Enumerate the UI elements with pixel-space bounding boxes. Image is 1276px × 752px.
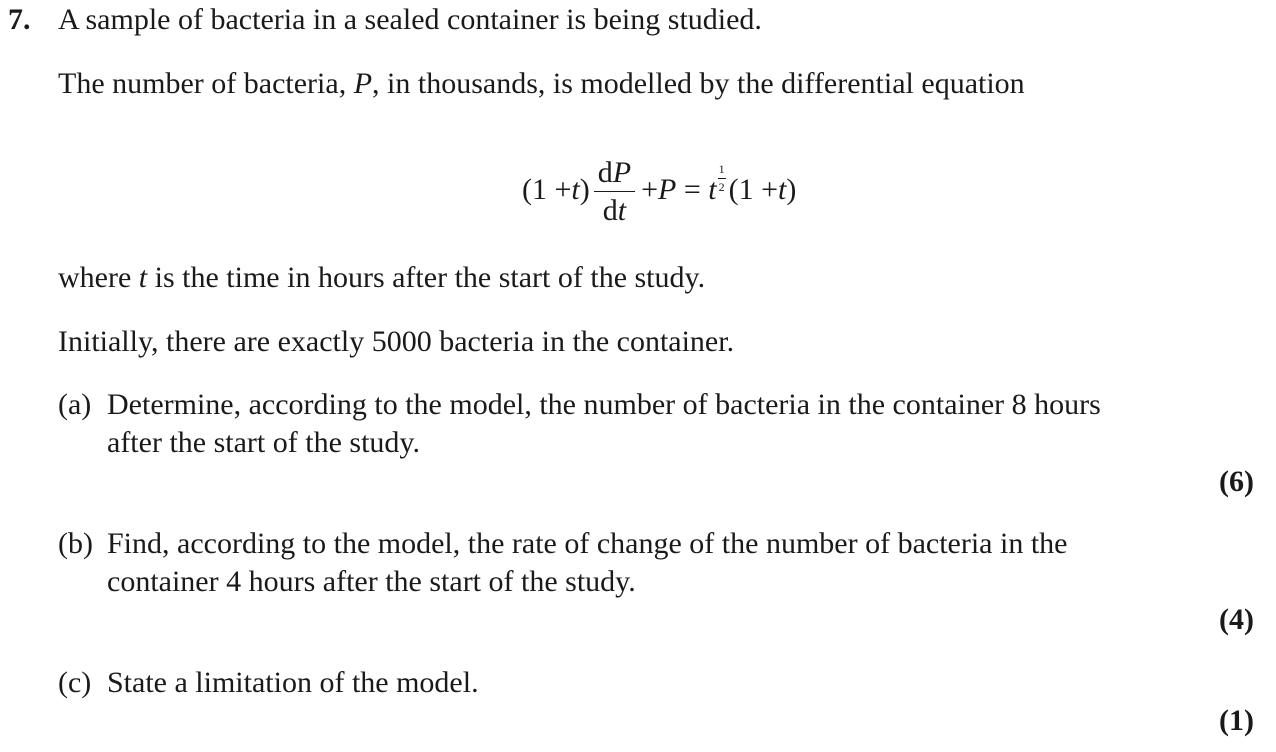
model-statement: [58, 69, 1025, 99]
exponent-numerator: 1: [718, 161, 725, 176]
part-b-label: (b): [58, 527, 93, 560]
exponent-bar: [718, 178, 726, 179]
exponent-denominator: 2: [718, 179, 725, 194]
eq-p: P: [658, 173, 677, 206]
eq-equals: =: [676, 173, 709, 206]
model-statement-post: , in thousands, is modelled by the differential equation: [372, 67, 1025, 100]
eq-lhs-open: (1 +: [522, 173, 572, 206]
part-a-line1: Determine, according to the model, the number of bacteria in the container 8 hours: [107, 388, 1101, 421]
question-intro: A sample of bacteria in a sealed container is being studied.: [58, 3, 762, 36]
part-b-line2: container 4 hours after the start of the study.: [107, 565, 636, 598]
question-number: 7.: [8, 3, 31, 36]
part-a-label: (a): [58, 388, 92, 421]
eq-rhs-close: ): [786, 173, 797, 206]
part-a-marks: (6): [1219, 465, 1254, 498]
part-b-line1: Find, according to the model, the rate of change of the number of bacteria in the: [107, 527, 1068, 560]
fraction-numerator: dP: [597, 156, 632, 189]
eq-plus: +: [641, 173, 659, 206]
exponent-half: [718, 162, 726, 195]
differential-equation: [522, 150, 796, 230]
where-statement: where t is the time in hours after the start of the study.: [58, 261, 706, 294]
eq-rhs-t: t: [708, 173, 717, 206]
initial-condition: Initially, there are exactly 5000 bacteria in the container.: [58, 325, 735, 358]
dp-dt-fraction: [594, 158, 635, 226]
part-c-line1: State a limitation of the model.: [107, 666, 479, 699]
eq-rhs-t2: t: [778, 173, 787, 206]
part-b-marks: (4): [1219, 603, 1254, 636]
eq-lhs-t: t: [571, 173, 580, 206]
model-statement-var: P: [353, 67, 373, 100]
eq-lhs-close: ): [579, 173, 590, 206]
part-c-label: (c): [58, 666, 92, 699]
model-statement-pre: The number of bacteria,: [58, 67, 354, 100]
fraction-denominator: dt: [602, 194, 627, 227]
part-a-line2: after the start of the study.: [107, 426, 420, 459]
part-c-marks: (1): [1219, 704, 1254, 737]
eq-rhs-open: (1 +: [728, 173, 779, 206]
